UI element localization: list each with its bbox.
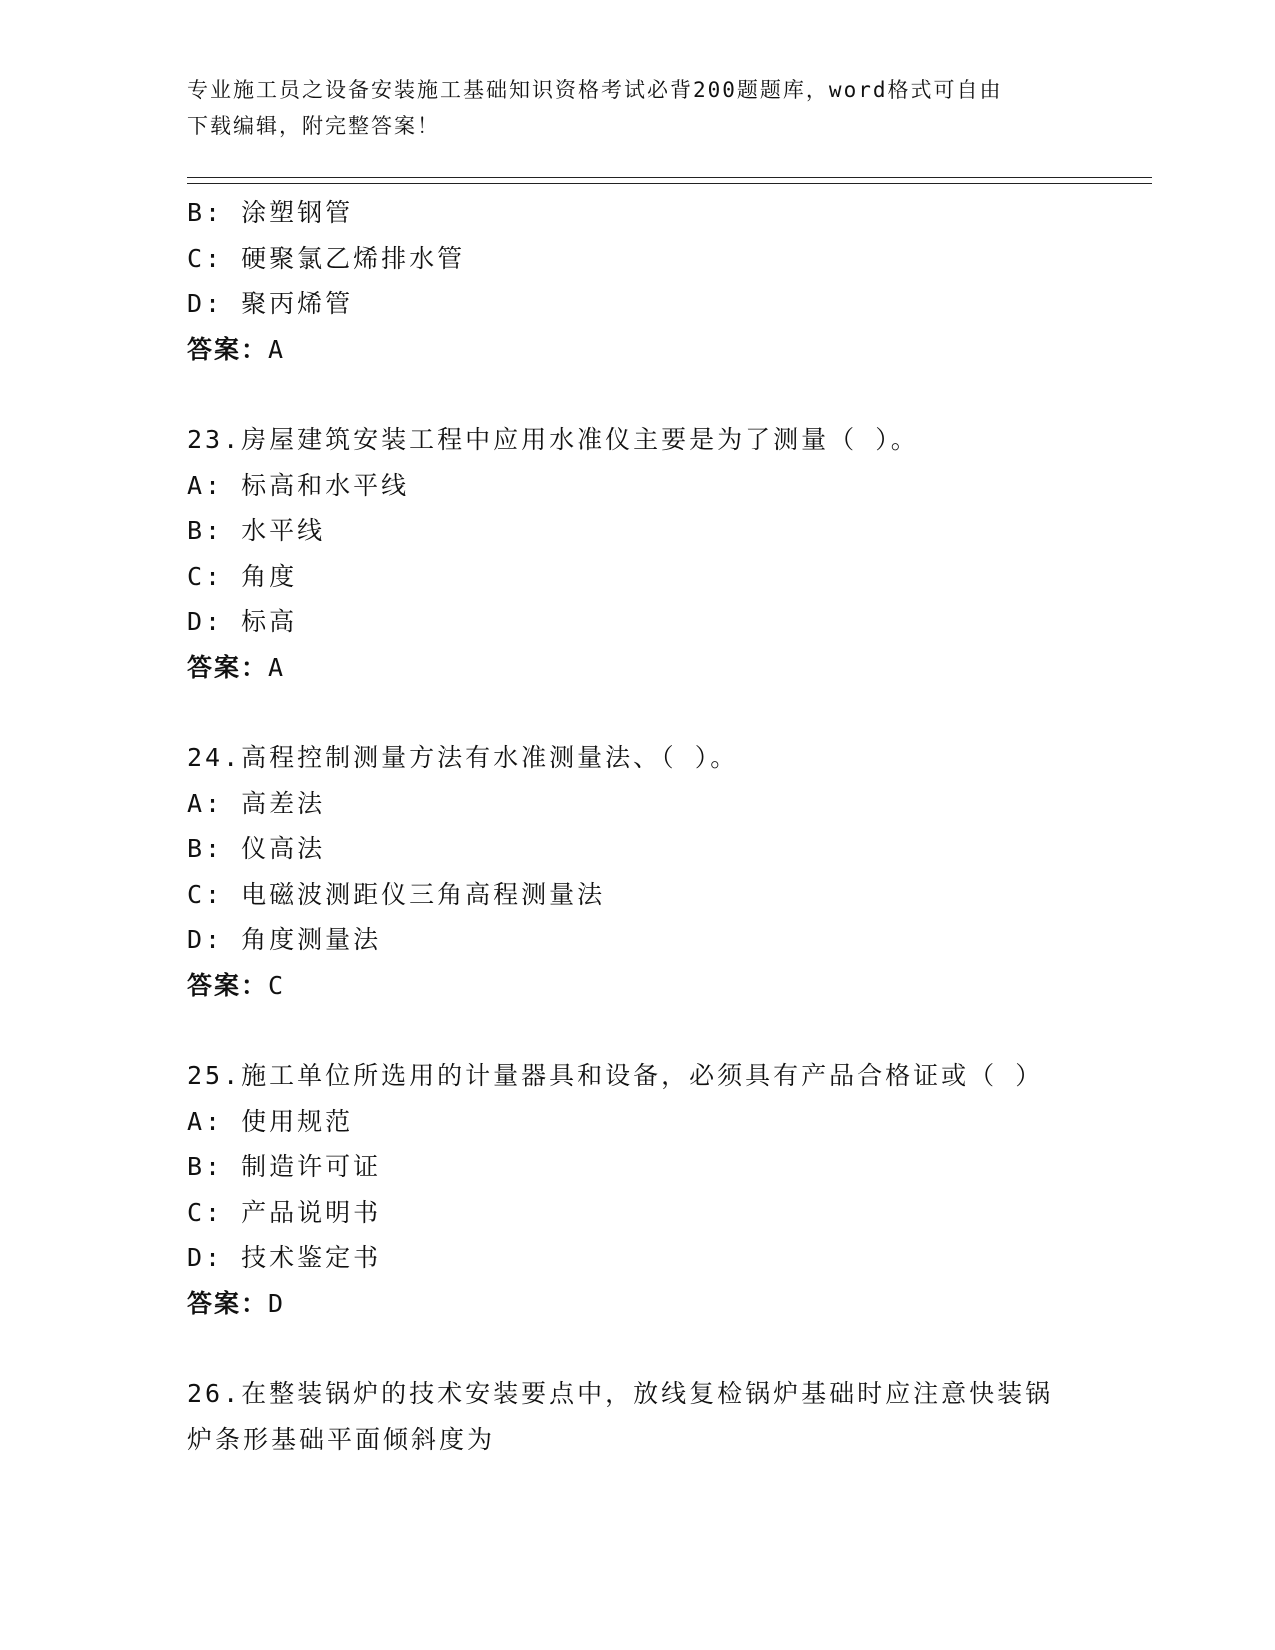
- answer-value: D: [268, 1288, 286, 1318]
- header-line-2: 下载编辑，附完整答案！: [187, 114, 440, 138]
- spacer: [187, 1326, 1147, 1371]
- answer-label: 答案：: [187, 1288, 269, 1318]
- option-a: A: 使用规范: [187, 1106, 354, 1136]
- option-a: A: 高差法: [187, 788, 326, 818]
- question-text-line-2: 炉条形基础平面倾斜度为: [187, 1424, 496, 1454]
- option-b: B: 涂塑钢管: [187, 198, 354, 227]
- answer-label: 答案：: [187, 652, 269, 682]
- answer-label: 答案：: [187, 334, 269, 364]
- answer: [187, 1281, 1147, 1327]
- document-header: [187, 72, 1067, 144]
- spacer: [187, 1008, 1147, 1053]
- answer: [187, 645, 1147, 691]
- option-c: C: 产品说明书: [187, 1197, 382, 1227]
- option-b: B: 制造许可证: [187, 1152, 382, 1181]
- question-text: 25.施工单位所选用的计量器具和设备，必须具有产品合格证或（ ）: [187, 1061, 1044, 1090]
- question-text-line-1: 26.在整装锅炉的技术安装要点中，放线复检锅炉基础时应注意快装锅: [187, 1379, 1054, 1408]
- question-25: [187, 1053, 1147, 1326]
- option-c: C: 角度: [187, 561, 298, 591]
- answer: [187, 963, 1147, 1009]
- header-line-1: 专业施工员之设备安装施工基础知识资格考试必背200题题库，word格式可自由: [187, 78, 1003, 102]
- option-a: A: 标高和水平线: [187, 470, 410, 500]
- option-d: D: 技术鉴定书: [187, 1243, 382, 1272]
- option-c: C: 电磁波测距仪三角高程测量法: [187, 879, 606, 909]
- question-text: 24.高程控制测量方法有水准测量法、（ ）。: [187, 743, 739, 772]
- question-24: [187, 735, 1147, 1008]
- answer-value: C: [268, 970, 286, 1000]
- option-b: B: 水平线: [187, 516, 326, 545]
- question-23: [187, 417, 1147, 690]
- option-d: D: 角度测量法: [187, 925, 382, 954]
- option-c: C: 硬聚氯乙烯排水管: [187, 243, 466, 273]
- option-d: D: 聚丙烯管: [187, 289, 354, 318]
- header-divider: [187, 177, 1152, 184]
- option-b: B: 仪高法: [187, 834, 326, 863]
- question-text: 23.房屋建筑安装工程中应用水准仪主要是为了测量（ ）。: [187, 425, 919, 454]
- answer: [187, 327, 1147, 373]
- question-26: [187, 1371, 1147, 1462]
- spacer: [187, 690, 1147, 735]
- spacer: [187, 372, 1147, 417]
- question-list: [187, 190, 1147, 1462]
- answer-value: A: [268, 334, 286, 364]
- question-22-continued: [187, 190, 1147, 372]
- answer-value: A: [268, 652, 286, 682]
- answer-label: 答案：: [187, 970, 269, 1000]
- option-d: D: 标高: [187, 607, 298, 636]
